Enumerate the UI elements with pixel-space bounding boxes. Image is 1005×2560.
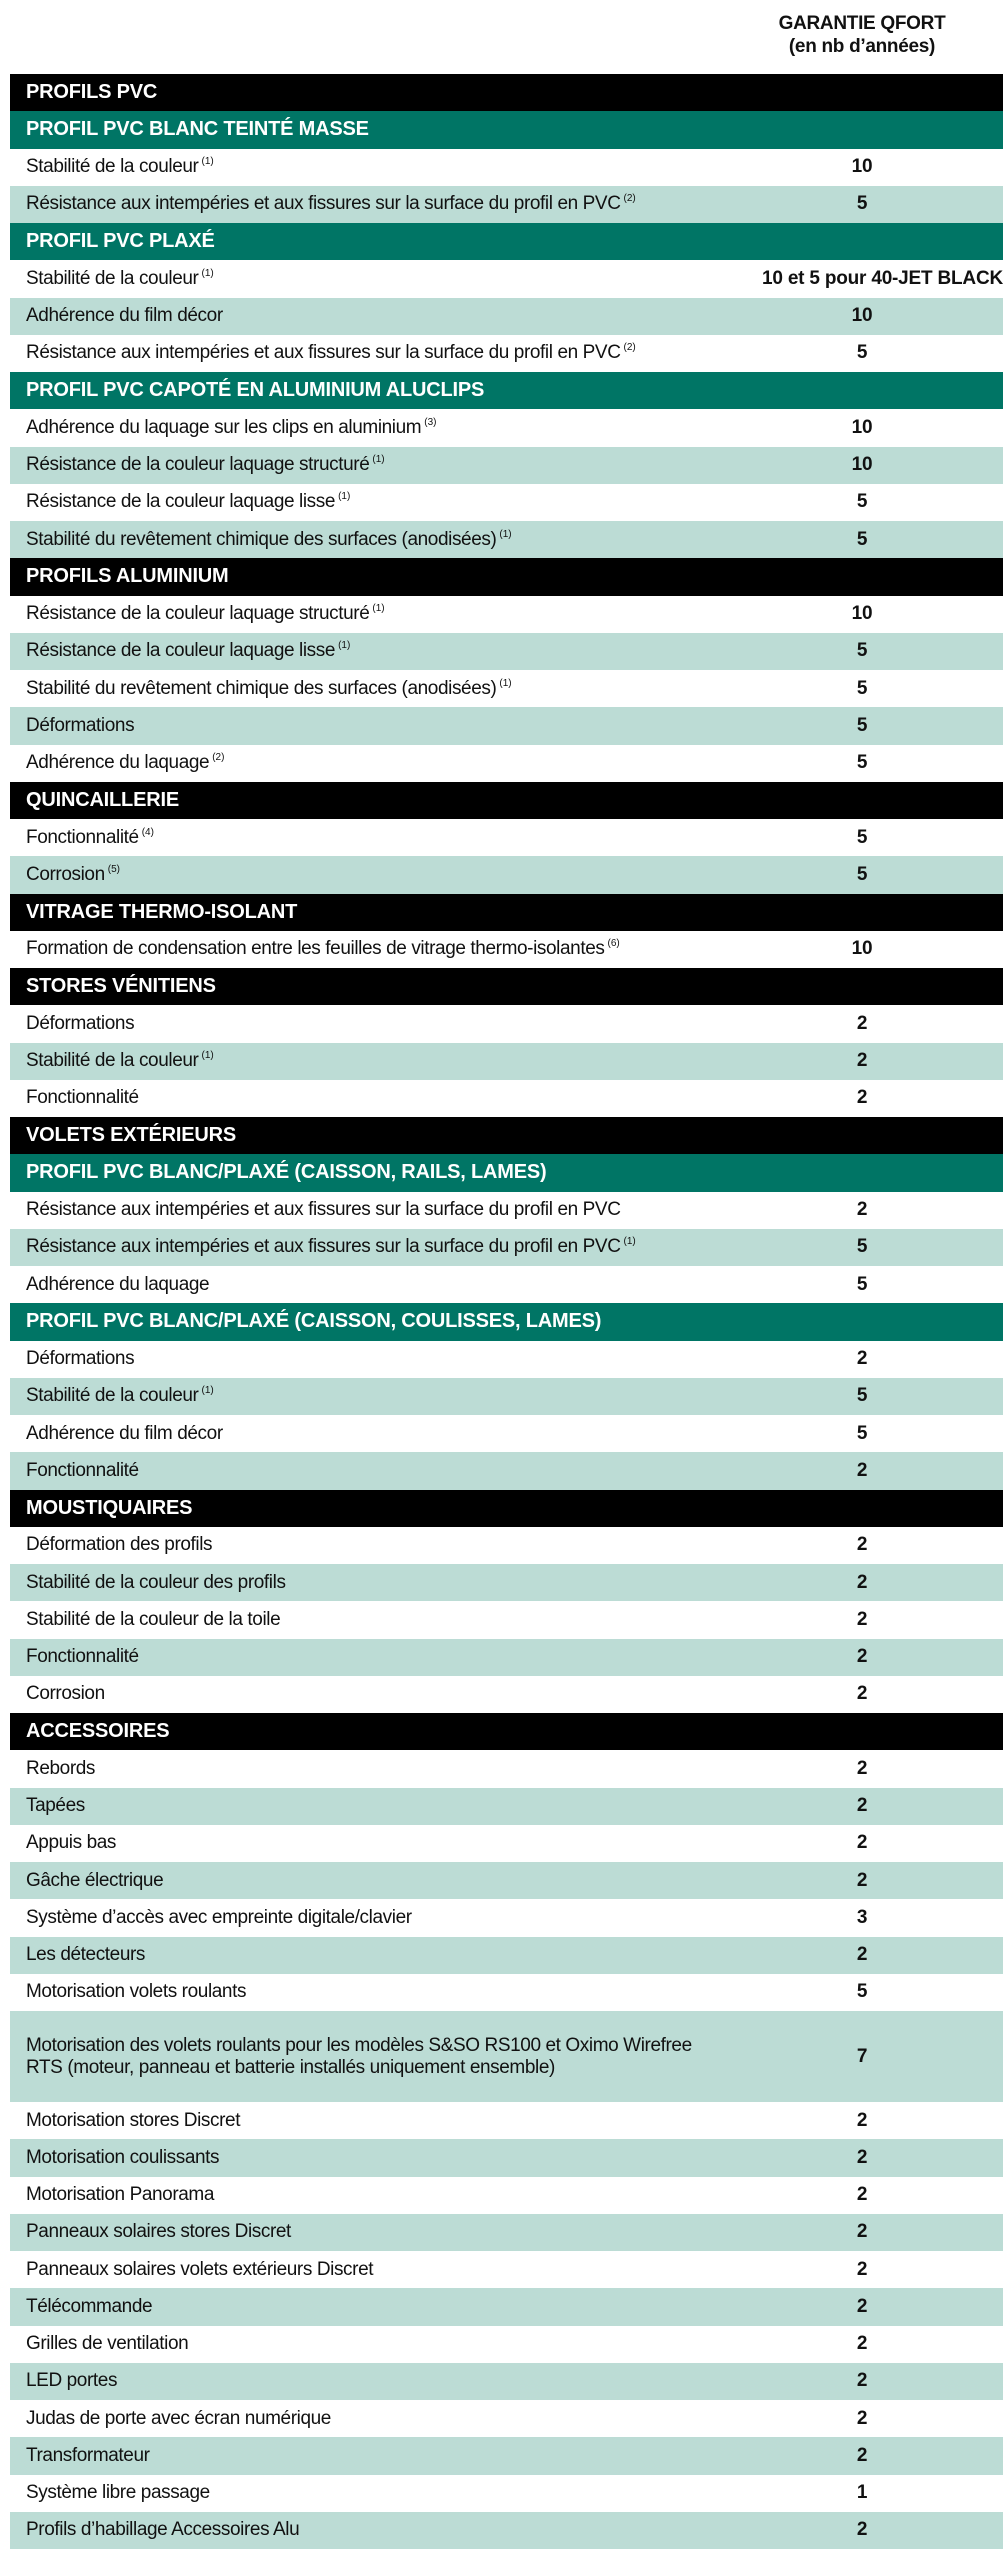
column-header-title: GARANTIE QFORT [778, 13, 946, 34]
table-row [10, 409, 1003, 446]
row-label-text: PROFIL PVC BLANC/PLAXÉ (CAISSON, COULISSES, LAMES) [26, 1310, 602, 1333]
row-label-text: Adhérence du laquage [26, 1273, 210, 1295]
row-label [10, 529, 512, 551]
row-label-text: Motorisation volets roulants [26, 1981, 247, 2003]
footnote-marker: (1) [338, 640, 351, 652]
footnote-marker: (1) [201, 1050, 214, 1062]
table-row [10, 1452, 1003, 1489]
warranty-years: 2 [856, 1646, 868, 1668]
warranty-years: 10 [851, 416, 873, 438]
row-label [10, 1274, 209, 1296]
warranty-years: 2 [856, 1944, 868, 1966]
row-label-text: Adhérence du film décor [26, 305, 223, 327]
warranty-years: 2 [856, 1832, 868, 1854]
row-label [10, 1423, 223, 1445]
row-label [10, 1236, 636, 1258]
table-row [10, 1676, 1003, 1713]
subcategory-header [10, 1303, 1003, 1340]
row-label [10, 2296, 152, 2318]
table-row [10, 1080, 1003, 1117]
table-row [10, 335, 1003, 372]
table-row [10, 931, 1003, 968]
row-label-text: VITRAGE THERMO-ISOLANT [26, 900, 298, 923]
warranty-years: 2 [856, 2146, 868, 2168]
warranty-years: 5 [856, 714, 868, 736]
row-label-text: Stabilité de la couleur de la toile [26, 1608, 281, 1630]
row-label [10, 1087, 139, 1109]
row-label-text: Appuis bas [26, 1832, 117, 1854]
row-label [10, 1870, 163, 1892]
category-header [10, 558, 1003, 595]
warranty-table [10, 74, 1003, 2549]
row-label [10, 1050, 214, 1072]
warranty-years: 5 [856, 1385, 868, 1407]
footnote-marker: (2) [623, 342, 636, 354]
row-label-text: Grilles de ventilation [26, 2333, 189, 2355]
table-row [10, 1415, 1003, 1452]
table-row [10, 1564, 1003, 1601]
row-label [10, 2333, 188, 2355]
row-label [10, 1013, 134, 1035]
table-row [10, 2214, 1003, 2251]
table-row [10, 1527, 1003, 1564]
table-row [10, 1937, 1003, 1974]
warranty-years: 5 [856, 1236, 868, 1258]
warranty-years: 2 [856, 1459, 868, 1481]
row-label-text: Stabilité de la couleur [26, 267, 199, 289]
row-label-text: Résistance de la couleur laquage lisse [26, 640, 336, 662]
row-label-text: PROFIL PVC BLANC TEINTÉ MASSE [26, 118, 369, 141]
footnote-marker: (1) [372, 603, 385, 615]
category-header [10, 1117, 1003, 1154]
warranty-years: 5 [856, 826, 868, 848]
row-label-text: Résistance de la couleur laquage lisse [26, 491, 336, 513]
row-label [10, 2445, 150, 2467]
section-title [10, 118, 369, 141]
warranty-years: 5 [856, 863, 868, 885]
row-label [10, 2184, 214, 2206]
row-label-text: ACCESSOIRES [26, 1720, 170, 1743]
row-label-text: Adhérence du laquage sur les clips en aluminium [26, 416, 422, 438]
row-label-text: PROFIL PVC BLANC/PLAXÉ (CAISSON, RAILS, LAMES) [26, 1161, 547, 1184]
row-label [10, 2519, 299, 2541]
table-row [10, 2139, 1003, 2176]
footnote-marker: (1) [201, 156, 214, 168]
category-header [10, 782, 1003, 819]
warranty-years: 5 [856, 677, 868, 699]
table-row [10, 1229, 1003, 1266]
row-label-text: MOUSTIQUAIRES [26, 1496, 193, 1519]
table-row [10, 1378, 1003, 1415]
row-label [10, 603, 385, 625]
category-header [10, 74, 1003, 111]
category-header [10, 894, 1003, 931]
row-label-text: Déformations [26, 1012, 135, 1034]
row-label [10, 1348, 134, 1370]
row-label [10, 2221, 291, 2243]
warranty-years: 10 [851, 603, 873, 625]
row-label-text: Fonctionnalité [26, 1459, 139, 1481]
table-row [10, 1266, 1003, 1303]
row-label-text: QUINCAILLERIE [26, 788, 179, 811]
row-label-text: Résistance de la couleur laquage structuré [26, 603, 370, 625]
row-label-text: Fonctionnalité [26, 1646, 139, 1668]
section-title [10, 901, 297, 924]
warranty-years: 10 [851, 938, 873, 960]
row-label-text: Fonctionnalité [26, 1087, 139, 1109]
row-label-text: Déformation des profils [26, 1534, 213, 1556]
warranty-years: 1 [856, 2482, 868, 2504]
warranty-years: 5 [856, 528, 868, 550]
row-label-text: Formation de condensation entre les feuilles de vitrage thermo-isolantes [26, 938, 605, 960]
row-label-text: Adhérence du film décor [26, 1422, 223, 1444]
row-label [10, 2370, 117, 2392]
table-row [10, 1750, 1003, 1787]
footnote-marker: (2) [212, 752, 225, 764]
row-label [10, 417, 436, 439]
row-label-text: Télécommande [26, 2295, 153, 2317]
warranty-years: 5 [856, 640, 868, 662]
warranty-years: 2 [856, 1534, 868, 1556]
table-row [10, 1788, 1003, 1825]
warranty-years: 2 [856, 1757, 868, 1779]
column-header [762, 12, 962, 58]
row-label [10, 1646, 139, 1668]
section-title [10, 1124, 236, 1147]
table-row [10, 447, 1003, 484]
row-label-text: Profils d’habillage Accessoires Alu [26, 2519, 300, 2541]
row-label-text: Panneaux solaires stores Discret [26, 2221, 291, 2243]
footnote-marker: (1) [499, 677, 512, 689]
row-label-text: PROFIL PVC CAPOTÉ EN ALUMINIUM ALUCLIPS [26, 379, 485, 402]
subcategory-header [10, 1154, 1003, 1191]
row-label [10, 342, 636, 364]
row-label [10, 827, 154, 849]
row-label-text: Motorisation des volets roulants pour les modèles S&SO RS100 et Oximo Wirefree RTS (moteur, panneau et batterie installés uniquement ensemble) [26, 2034, 692, 2078]
table-row [10, 2288, 1003, 2325]
subcategory-header [10, 111, 1003, 148]
row-label-text: LED portes [26, 2370, 118, 2392]
warranty-years: 10 [851, 156, 873, 178]
row-label [10, 1981, 246, 2003]
table-row [10, 2102, 1003, 2139]
row-label-text: Rebords [26, 1757, 96, 1779]
warranty-years: 2 [856, 1795, 868, 1817]
warranty-years: 5 [856, 193, 868, 215]
row-label [10, 1907, 412, 1929]
row-label [10, 1534, 212, 1556]
table-row [10, 298, 1003, 335]
row-label-text: Résistance de la couleur laquage structuré [26, 454, 370, 476]
section-title [10, 230, 215, 253]
table-row [10, 633, 1003, 670]
row-label-text: Motorisation Panorama [26, 2184, 215, 2206]
section-title [10, 565, 229, 588]
warranty-years: 2 [856, 2221, 868, 2243]
section-title [10, 1310, 601, 1333]
table-row [10, 1825, 1003, 1862]
table-row [10, 1005, 1003, 1042]
row-label-text: Système d’accès avec empreinte digitale/clavier [26, 1906, 412, 1928]
row-label [10, 938, 620, 960]
row-label [10, 752, 224, 774]
warranty-years: 10 [851, 305, 873, 327]
warranty-years: 2 [856, 2519, 868, 2541]
warranty-years: 2 [856, 2444, 868, 2466]
warranty-years: 2 [856, 2407, 868, 2429]
section-title [10, 1497, 192, 1520]
warranty-years: 2 [856, 1608, 868, 1630]
row-label-text: Résistance aux intempéries et aux fissures sur la surface du profil en PVC [26, 193, 621, 215]
row-label-text: Gâche électrique [26, 1869, 164, 1891]
footnote-marker: (6) [607, 938, 620, 950]
row-label-text: PROFIL PVC PLAXÉ [26, 230, 215, 253]
row-label-text: Système libre passage [26, 2482, 210, 2504]
section-title [10, 1720, 169, 1743]
warranty-years: 2 [856, 2184, 868, 2206]
row-label-text: Corrosion [26, 1683, 105, 1705]
table-row [10, 1862, 1003, 1899]
table-row [10, 707, 1003, 744]
table-row [10, 1341, 1003, 1378]
row-label [10, 193, 636, 215]
row-label-text: Stabilité de la couleur [26, 1050, 199, 1072]
table-row [10, 1639, 1003, 1676]
row-label-text: Corrosion [26, 863, 105, 885]
row-label [10, 1385, 214, 1407]
warranty-years: 10 [851, 454, 873, 476]
section-title [10, 379, 484, 402]
table-row [10, 2512, 1003, 2549]
category-header [10, 1713, 1003, 1750]
row-label-text: STORES VÉNITIENS [26, 975, 216, 998]
footnote-marker: (1) [499, 528, 512, 540]
row-label [10, 640, 350, 662]
row-label-text: Résistance aux intempéries et aux fissures sur la surface du profil en PVC [26, 1199, 621, 1221]
table-row [10, 1899, 1003, 1936]
warranty-years: 5 [856, 1981, 868, 2003]
warranty-years: 5 [856, 1422, 868, 1444]
row-label-text: Résistance aux intempéries et aux fissures sur la surface du profil en PVC [26, 342, 621, 364]
row-label [10, 2110, 240, 2132]
footnote-marker: (4) [141, 826, 154, 838]
row-label [10, 2482, 210, 2504]
warranty-years: 2 [856, 1869, 868, 1891]
row-label-text: Fonctionnalité [26, 826, 139, 848]
footnote-marker: (1) [201, 1385, 214, 1397]
row-label-text: Motorisation stores Discret [26, 2109, 241, 2131]
warranty-years: 2 [856, 2370, 868, 2392]
warranty-years: 2 [856, 1050, 868, 1072]
row-label-text: Judas de porte avec écran numérique [26, 2407, 331, 2429]
footnote-marker: (1) [372, 454, 385, 466]
row-label [10, 268, 214, 290]
warranty-years: 3 [856, 1906, 868, 1928]
warranty-years: 2 [856, 2295, 868, 2317]
row-label-text: PROFILS ALUMINIUM [26, 565, 229, 588]
subcategory-header [10, 223, 1003, 260]
warranty-years: 5 [856, 1273, 868, 1295]
warranty-years: 7 [856, 2045, 868, 2067]
row-label-text: Panneaux solaires volets extérieurs Discret [26, 2258, 374, 2280]
row-label-text: PROFILS PVC [26, 81, 158, 104]
table-row [10, 596, 1003, 633]
warranty-years: 2 [856, 1087, 868, 1109]
table-row [10, 1601, 1003, 1638]
row-label-text: Stabilité de la couleur [26, 156, 199, 178]
warranty-years: 2 [856, 1199, 868, 1221]
row-label [10, 1944, 145, 1966]
row-label [10, 715, 134, 737]
table-row [10, 856, 1003, 893]
row-label [10, 1832, 116, 1854]
row-label [10, 2147, 219, 2169]
warranty-years: 2 [856, 1012, 868, 1034]
row-label-text: Déformations [26, 1348, 135, 1370]
row-label [10, 491, 350, 513]
table-row [10, 670, 1003, 707]
row-label [10, 454, 385, 476]
row-label-text: Les détecteurs [26, 1944, 146, 1966]
table-row [10, 2251, 1003, 2288]
footnote-marker: (3) [424, 416, 437, 428]
row-label-text: Motorisation coulissants [26, 2146, 220, 2168]
section-title [10, 789, 179, 812]
row-label-text: Stabilité du revêtement chimique des surfaces (anodisées) [26, 528, 497, 550]
row-label [10, 1609, 280, 1631]
row-label [10, 1683, 105, 1705]
warranty-years: 2 [856, 2258, 868, 2280]
row-label-text: VOLETS EXTÉRIEURS [26, 1124, 236, 1147]
row-label-text: Transformateur [26, 2444, 150, 2466]
row-label-text: Stabilité de la couleur des profils [26, 1571, 286, 1593]
table-row [10, 2400, 1003, 2437]
section-title [10, 81, 157, 104]
row-label [10, 156, 214, 178]
row-label-text: Déformations [26, 714, 135, 736]
table-row [10, 819, 1003, 856]
row-label [10, 864, 120, 886]
table-row [10, 1192, 1003, 1229]
row-label [10, 2259, 373, 2281]
category-header [10, 1490, 1003, 1527]
table-row [10, 2437, 1003, 2474]
subcategory-header [10, 372, 1003, 409]
table-row [10, 2363, 1003, 2400]
table-row [10, 1043, 1003, 1080]
table-row [10, 745, 1003, 782]
row-label-text: Stabilité du revêtement chimique des surfaces (anodisées) [26, 677, 497, 699]
warranty-years: 5 [856, 752, 868, 774]
table-row [10, 2011, 1003, 2102]
row-label [10, 1758, 95, 1780]
warranty-years: 5 [856, 342, 868, 364]
table-row [10, 186, 1003, 223]
row-label-text: Tapées [26, 1795, 85, 1817]
row-label [10, 2408, 331, 2430]
row-label [10, 2035, 706, 2079]
table-row [10, 484, 1003, 521]
footnote-marker: (1) [338, 491, 351, 503]
row-label [10, 1460, 139, 1482]
section-title [10, 1161, 546, 1184]
warranty-years: 2 [856, 1348, 868, 1370]
table-row [10, 2326, 1003, 2363]
footnote-marker: (5) [107, 863, 120, 875]
table-row [10, 1974, 1003, 2011]
warranty-years: 10 et 5 pour 40-JET BLACK [762, 267, 1003, 289]
section-title [10, 975, 216, 998]
table-row [10, 260, 1003, 297]
footnote-marker: (2) [623, 193, 636, 205]
row-label-text: Stabilité de la couleur [26, 1385, 199, 1407]
category-header [10, 968, 1003, 1005]
table-row [10, 2475, 1003, 2512]
row-label-text: Résistance aux intempéries et aux fissures sur la surface du profil en PVC [26, 1236, 621, 1258]
table-row [10, 521, 1003, 558]
table-row [10, 149, 1003, 186]
warranty-years: 5 [856, 491, 868, 513]
row-label [10, 678, 512, 700]
footnote-marker: (1) [201, 267, 214, 279]
row-label [10, 1572, 286, 1594]
column-header-subtitle: (en nb d’années) [788, 36, 936, 57]
row-label [10, 1795, 85, 1817]
footnote-marker: (1) [623, 1236, 636, 1248]
warranty-years: 2 [856, 2333, 868, 2355]
warranty-years: 2 [856, 1571, 868, 1593]
row-label [10, 1199, 621, 1221]
warranty-years: 2 [856, 1683, 868, 1705]
row-label-text: Adhérence du laquage [26, 752, 210, 774]
table-row [10, 2177, 1003, 2214]
row-label [10, 305, 223, 327]
warranty-years: 2 [856, 2109, 868, 2131]
